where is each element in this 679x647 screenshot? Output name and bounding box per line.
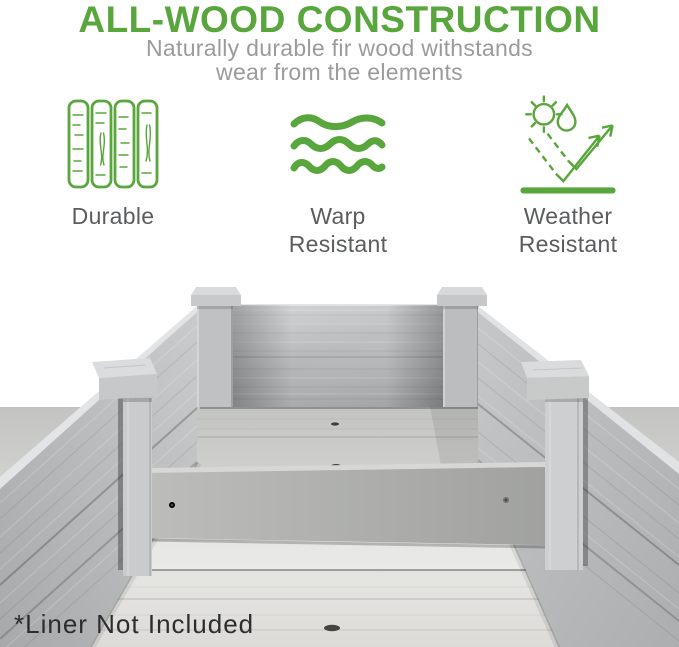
feature-row: [0, 98, 679, 257]
liner-note: *Liner Not Included: [14, 609, 255, 639]
subtitle-line-1: Naturally durable fir wood withstands: [146, 35, 533, 61]
drainage-hole-front: [324, 625, 340, 631]
feature-label-durable: Durable: [71, 203, 155, 229]
feature-weather-resistant: [468, 98, 668, 258]
feature-warp-resistant: [238, 98, 438, 258]
sun-droplet-reflection-icon: [468, 98, 668, 190]
feature-durable: [13, 98, 213, 230]
divider-board: [150, 462, 545, 547]
wood-planks-icon: [13, 98, 213, 190]
feature-label-weather-resistant: Weather Resistant: [518, 203, 618, 257]
back-wall: [200, 304, 478, 408]
product-photo: [0, 247, 679, 647]
page-title: ALL-WOOD CONSTRUCTION: [78, 0, 601, 40]
garden-bed-illustration: [0, 247, 679, 647]
feature-label-warp-resistant: Warp Resistant: [288, 203, 388, 257]
wavy-lines-icon: [238, 98, 438, 190]
subtitle-line-2: wear from the elements: [216, 59, 463, 85]
drainage-hole-small: [331, 422, 339, 425]
subtitle: [0, 36, 679, 84]
